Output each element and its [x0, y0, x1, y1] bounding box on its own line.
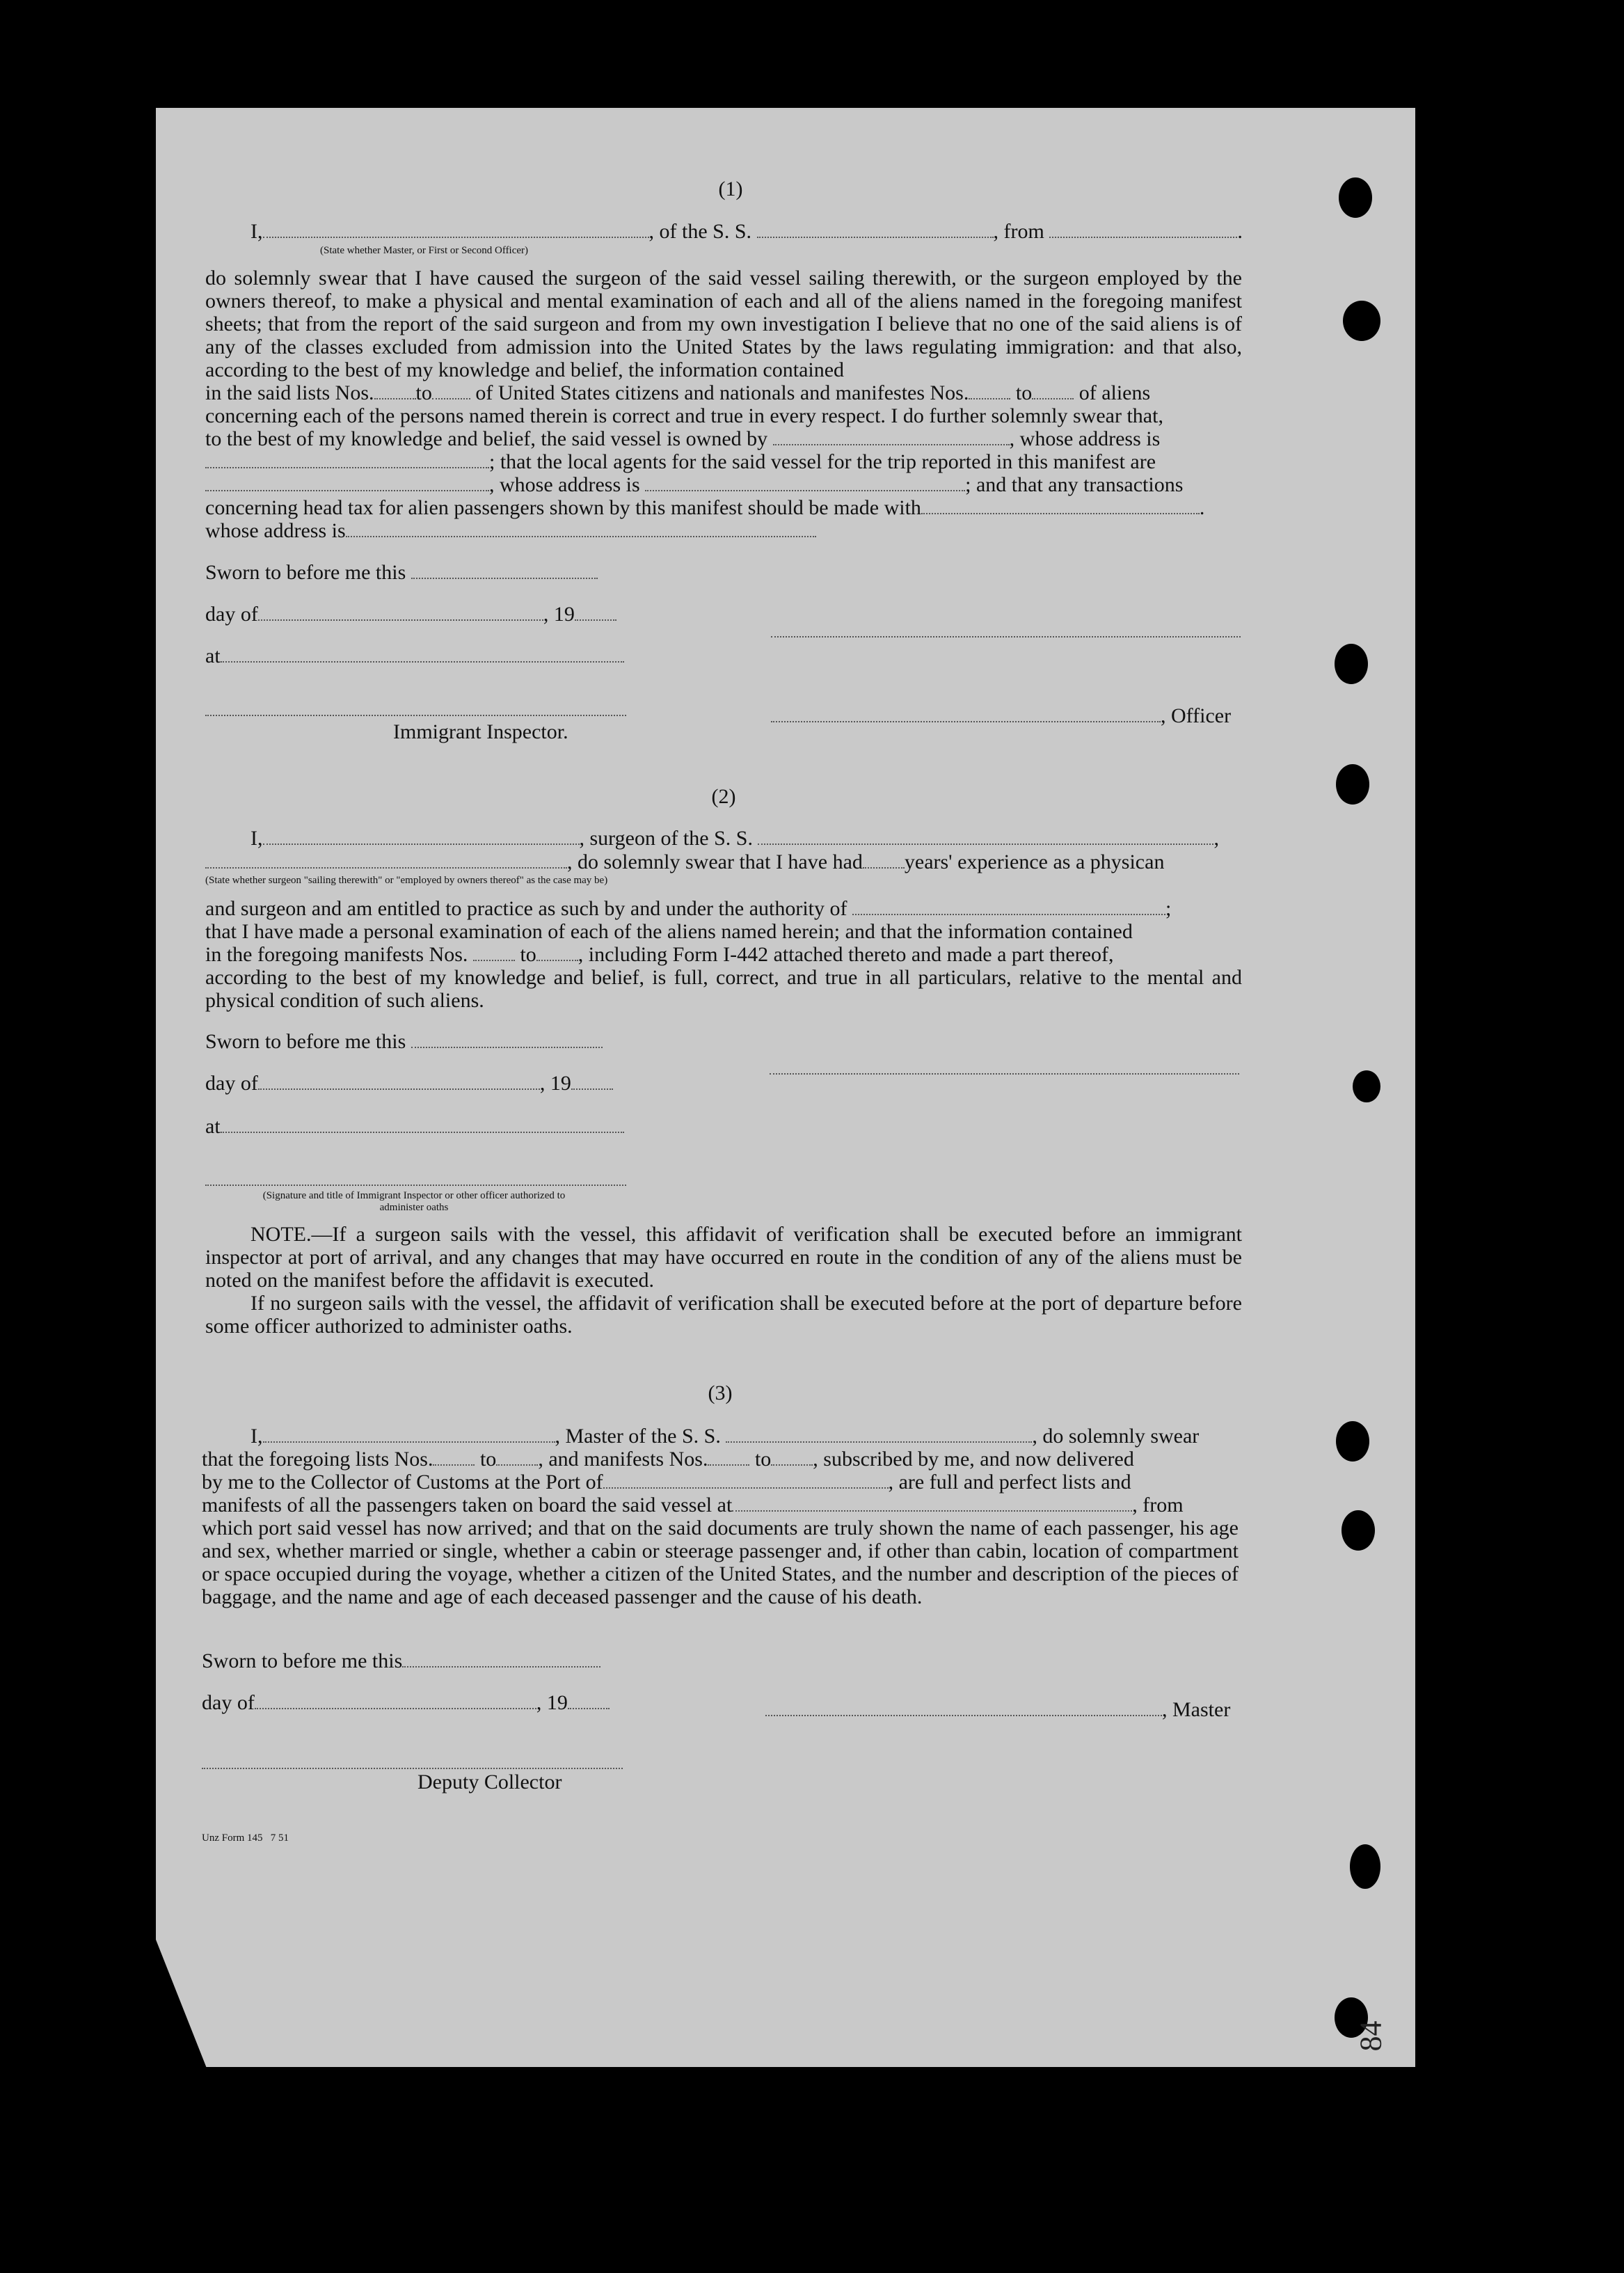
- section2-para-a: that I have made a personal examination of each of the aliens named herein; and that the information contained: [205, 920, 1133, 943]
- vessel-line: [202, 1494, 1184, 1516]
- surgeon-signature-line[interactable]: [770, 1072, 1239, 1075]
- surgeon-vessel-field[interactable]: [758, 827, 1213, 845]
- officer-line: [771, 704, 1231, 727]
- section1-para-a: do solemnly swear that I have caused the surgeon of the said vessel sailing therewith, or the surgeon employed by the owners thereof, to make a physical and mental examination of each and all of the aliens named in the foregoing manifest sheets; that from the report of the said surgeon and from my own investigation I believe that no one of the said aliens is of any of the classes excluded from admission into the United States by the laws regulating immigration: and that also, according to the best of my knowledge and belief, the information contained: [205, 267, 1242, 381]
- manifests-label: of United States citizens and nationals and manifestes Nos.: [475, 381, 969, 404]
- deputy-signature-line[interactable]: [202, 1766, 623, 1769]
- section1-dayof: [205, 603, 616, 626]
- sworn-place-field[interactable]: [221, 644, 624, 663]
- port-label: by me to the Collector of Customs at the Port of: [202, 1471, 603, 1494]
- punch-hole: [1343, 301, 1380, 341]
- section1-line1: [250, 220, 1243, 243]
- master-sworn-year-field[interactable]: [568, 1691, 610, 1709]
- section1-from-label: , from: [993, 220, 1044, 243]
- section3-line1: [250, 1425, 1199, 1448]
- section3-number: (3): [708, 1381, 733, 1404]
- agents-line: [205, 450, 1156, 473]
- at-label: at: [205, 1115, 221, 1138]
- master-signature-field[interactable]: [765, 1698, 1162, 1716]
- year-label: , 19: [536, 1691, 568, 1714]
- section2-line1-end: ,: [1213, 827, 1219, 850]
- officer-signature-field[interactable]: [771, 704, 1161, 722]
- punch-hole: [1353, 1070, 1380, 1102]
- lists-from-field[interactable]: [374, 381, 416, 399]
- section1-i: I,: [250, 220, 263, 243]
- surgeon-sworn-month-field[interactable]: [258, 1072, 540, 1090]
- headtax-address-field[interactable]: [346, 519, 816, 537]
- physician-label: years' experience as a physican: [904, 850, 1165, 873]
- inspector-label: Immigrant Inspector.: [393, 720, 568, 743]
- punch-hole: [1350, 1844, 1380, 1889]
- section1-ss-label: , of the S. S.: [648, 220, 752, 243]
- lists-to-field[interactable]: [432, 381, 470, 399]
- master-name-field[interactable]: [263, 1425, 555, 1443]
- agents-field[interactable]: [205, 473, 489, 491]
- headtax-label: concerning head tax for alien passengers shown by this manifest should be made with: [205, 496, 921, 519]
- surgeon-manifests-to-field[interactable]: [536, 943, 578, 961]
- surgeon-ss-label: , surgeon of the S. S.: [579, 827, 753, 850]
- lists-label: in the said lists Nos.: [205, 381, 374, 404]
- punch-hole: [1342, 1510, 1375, 1551]
- section2-para-b: according to the best of my knowledge and belief, is full, correct, and true in all particulars, relative to the mental and physical condition of such aliens.: [205, 966, 1242, 1012]
- master-manifests-to-field[interactable]: [771, 1448, 813, 1466]
- section2-sworn: [205, 1030, 603, 1053]
- year-label: , 19: [539, 1072, 571, 1095]
- section1-para-b: concerning each of the persons named therein is correct and true in every respect. I do further solemnly swear that,: [205, 404, 1163, 427]
- section1-number: (1): [718, 177, 743, 200]
- sworn-label: Sworn to before me this: [202, 1649, 403, 1672]
- master-line: [765, 1698, 1230, 1721]
- agents-address-label: , whose address is: [489, 473, 640, 496]
- punch-hole: [1335, 644, 1368, 684]
- day-of-label: day of: [202, 1691, 255, 1714]
- experience-label: , do solemnly swear that I have had: [567, 850, 863, 873]
- inspector-signature-hint: (Signature and title of Immigrant Inspector or other officer authorized to administer oaths: [262, 1190, 566, 1213]
- pencil-page-mark: 84: [1353, 2020, 1388, 2052]
- master-manifests-label: , and manifests Nos.: [538, 1448, 708, 1471]
- authority-end: ;: [1165, 897, 1172, 920]
- headtax-field[interactable]: [921, 496, 1200, 514]
- headtax-end: .: [1199, 496, 1205, 519]
- section2-number: (2): [711, 785, 736, 808]
- master-swear-label: , do solemnly swear: [1032, 1425, 1200, 1448]
- agents-label: ; that the local agents for the said vessel for the trip reported in this manifest are: [489, 450, 1156, 473]
- officer-label: , Officer: [1161, 704, 1232, 727]
- aliens-label: of aliens: [1078, 381, 1151, 404]
- master-lists-label: that the foregoing lists Nos.: [202, 1448, 433, 1471]
- from-port-field[interactable]: [1049, 220, 1237, 238]
- section3-dayof: [202, 1691, 610, 1714]
- owned-label: to the best of my knowledge and belief, the said vessel is owned by: [205, 427, 768, 450]
- taken-on-board-label: manifests of all the passengers taken on board the said vessel at: [202, 1494, 733, 1516]
- year-label: , 19: [543, 603, 575, 626]
- subscribed-label: , subscribed by me, and now delivered: [813, 1448, 1134, 1471]
- master-lists-from-field[interactable]: [433, 1448, 475, 1466]
- sworn-day-field[interactable]: [411, 561, 598, 579]
- surgeon-manifests-to-label: to: [520, 943, 536, 966]
- authority-line: [205, 897, 1171, 920]
- agents-line2: [205, 473, 1183, 496]
- master-manifests-to-label: to: [754, 1448, 772, 1471]
- section2-dayof: [205, 1072, 613, 1095]
- owner-field[interactable]: [773, 427, 1010, 445]
- master-label: , Master: [1162, 1698, 1231, 1721]
- officer-signature-line-top[interactable]: [771, 635, 1241, 637]
- officer-hint: (State whether Master, or First or Second Officer): [320, 245, 529, 256]
- surgeon-manifests-label: in the foregoing manifests Nos.: [205, 943, 468, 966]
- section2-line2: [205, 850, 1164, 873]
- perfect-lists-label: , are full and perfect lists and: [888, 1471, 1131, 1494]
- section3-lists-line: [202, 1448, 1134, 1471]
- embarkation-port-field[interactable]: [732, 1494, 1132, 1512]
- sworn-month-field[interactable]: [258, 603, 543, 621]
- punch-hole: [1336, 764, 1369, 805]
- surgeon-sworn-place-field[interactable]: [221, 1115, 624, 1133]
- owner-address-field[interactable]: [205, 450, 489, 468]
- master-ss-label: , Master of the S. S.: [555, 1425, 721, 1448]
- note-paragraph-2: If no surgeon sails with the vessel, the affidavit of verification shall be executed before at the port of departure before some officer authorized to administer oaths.: [205, 1292, 1242, 1338]
- sworn-label: Sworn to before me this: [205, 561, 406, 584]
- owner-address-label: , whose address is: [1009, 427, 1161, 450]
- section3-sworn: [202, 1649, 600, 1672]
- headtax-line: [205, 496, 1204, 519]
- port-line: [202, 1471, 1131, 1494]
- surgeon-type-field[interactable]: [205, 850, 567, 869]
- master-lists-to-field[interactable]: [496, 1448, 538, 1466]
- section2-manifests-line: [205, 943, 1114, 966]
- surgeon-manifests-from-field[interactable]: [473, 943, 515, 961]
- whose-line: [205, 519, 816, 542]
- note-paragraph: NOTE.—If a surgeon sails with the vessel, this affidavit of verification shall be executed before an immigrant inspector at port of arrival, and any changes that may have occurred en route in the condition of any of the aliens must be noted on the manifest before the affidavit is executed.: [205, 1223, 1242, 1292]
- section1-at: [205, 644, 624, 667]
- customs-port-field[interactable]: [603, 1471, 889, 1489]
- vessel-name-field[interactable]: [757, 220, 994, 238]
- from-label: , from: [1132, 1494, 1184, 1516]
- whose-address-label: whose address is: [205, 519, 346, 542]
- section1-sworn: [205, 561, 598, 584]
- manifests-to-label: to: [1015, 381, 1033, 404]
- experience-years-field[interactable]: [863, 850, 905, 869]
- section1-lists-line: [205, 381, 1150, 404]
- transactions-label: ; and that any transactions: [965, 473, 1184, 496]
- inspector-signature-line[interactable]: [205, 713, 626, 716]
- master-lists-to-label: to: [479, 1448, 497, 1471]
- master-manifests-from-field[interactable]: [708, 1448, 749, 1466]
- section3-i: I,: [250, 1425, 263, 1448]
- section3-para: which port said vessel has now arrived; and that on the said documents are truly shown the name of each passenger, his age and sex, whether married or single, whether a cabin or steerage passenger and, if other than cabin, location of compartment or space occupied during the voyage, whether a citizen of the United States, and the number and description of the pieces of baggage, and the name and age of each deceased passenger and the cause of his death.: [202, 1516, 1239, 1608]
- section2-at: [205, 1115, 624, 1138]
- owned-line: [205, 427, 1160, 450]
- manifests-from-field[interactable]: [969, 381, 1010, 399]
- agents-address-field[interactable]: [645, 473, 965, 491]
- officer-name-field[interactable]: [263, 220, 649, 238]
- day-of-label: day of: [205, 603, 258, 626]
- form-number: Unz Form 145 7 51: [202, 1832, 289, 1844]
- day-of-label: day of: [205, 1072, 258, 1095]
- sworn-year-field[interactable]: [575, 603, 616, 621]
- master-sworn-day-field[interactable]: [402, 1649, 600, 1668]
- authority-field[interactable]: [852, 897, 1165, 915]
- section2-i: I,: [250, 827, 263, 850]
- form-i442-label: , including Form I-442 attached thereto and made a part thereof,: [578, 943, 1114, 966]
- punch-hole: [1339, 177, 1372, 218]
- master-sworn-month-field[interactable]: [255, 1691, 536, 1709]
- master-vessel-field[interactable]: [726, 1425, 1032, 1443]
- inspector-signature-line-2[interactable]: [205, 1183, 626, 1186]
- lists-to-label: to: [415, 381, 432, 404]
- surgeon-sworn-year-field[interactable]: [571, 1072, 613, 1090]
- surgeon-hint: (State whether surgeon "sailing therewith" or "employed by owners thereof" as the case may be): [205, 875, 608, 886]
- section1-line1-end: .: [1237, 220, 1243, 243]
- punch-hole: [1336, 1421, 1369, 1462]
- deputy-collector-label: Deputy Collector: [417, 1771, 562, 1793]
- manifests-to-field[interactable]: [1032, 381, 1074, 399]
- authority-label: and surgeon and am entitled to practice as such by and under the authority of: [205, 897, 847, 920]
- at-label: at: [205, 644, 221, 667]
- surgeon-sworn-day-field[interactable]: [411, 1030, 603, 1048]
- surgeon-name-field[interactable]: [263, 827, 580, 845]
- sworn-label: Sworn to before me this: [205, 1030, 406, 1053]
- section2-line1: [250, 827, 1219, 850]
